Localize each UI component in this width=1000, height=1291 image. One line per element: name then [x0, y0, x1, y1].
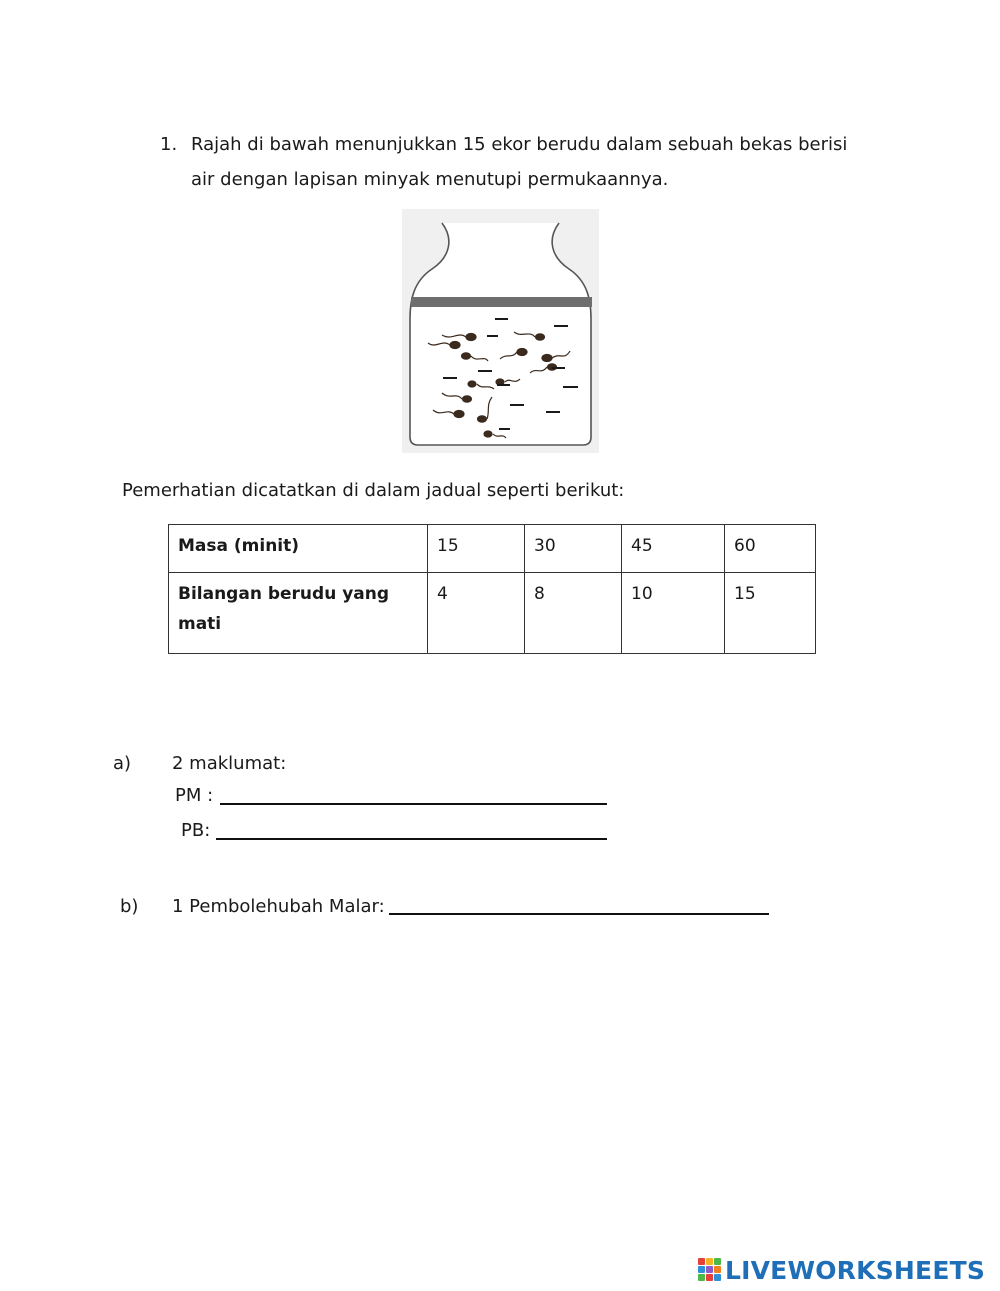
table-header-cell: Masa (minit) [169, 525, 428, 573]
liveworksheets-logo-icon [698, 1258, 722, 1282]
question-number: 1. [160, 134, 178, 155]
table-cell: 60 [725, 525, 816, 573]
table-row [169, 525, 816, 573]
question-text-line-1: Rajah di bawah menunjukkan 15 ekor berudu dalam sebuah bekas berisi [191, 134, 848, 155]
table-row [169, 573, 816, 654]
pm-label: PM : [175, 785, 214, 806]
pb-label: PB: [181, 820, 211, 841]
pm-answer-line[interactable] [220, 803, 607, 805]
observation-text: Pemerhatian dicatatkan di dalam jadual seperti berikut: [122, 480, 625, 501]
part-a-title: 2 maklumat: [172, 753, 287, 774]
part-b-label: b) [120, 896, 139, 917]
table-cell: 4 [428, 573, 525, 654]
table-header-line-2: mati [178, 614, 222, 634]
part-b-title: 1 Pembolehubah Malar: [172, 896, 385, 917]
liveworksheets-logo-text: LIVEWORKSHEETS [725, 1255, 986, 1285]
table-cell: 15 [428, 525, 525, 573]
table-cell: 10 [622, 573, 725, 654]
table-cell: 30 [525, 525, 622, 573]
observation-table [168, 524, 816, 654]
question-text-line-2: air dengan lapisan minyak menutupi permukaannya. [191, 169, 669, 190]
part-a-label: a) [113, 753, 132, 774]
tadpole-container-figure [402, 209, 599, 453]
constant-variable-answer-line[interactable] [389, 913, 769, 915]
table-cell: 45 [622, 525, 725, 573]
table-cell: 15 [725, 573, 816, 654]
liveworksheets-logo [698, 1256, 985, 1284]
table-cell: 8 [525, 573, 622, 654]
table-header-cell [169, 573, 428, 654]
table-header-line-1: Bilangan berudu yang [178, 584, 390, 604]
pb-answer-line[interactable] [216, 838, 607, 840]
